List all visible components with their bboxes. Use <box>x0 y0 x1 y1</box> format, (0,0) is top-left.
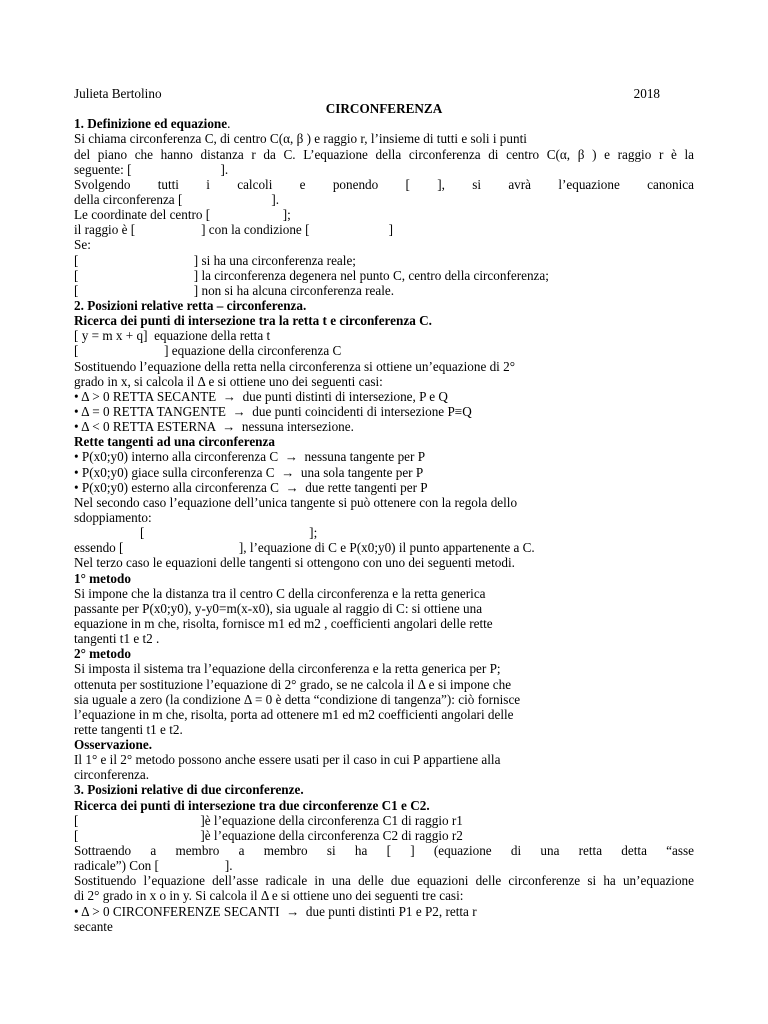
text-line: sdoppiamento: <box>74 509 152 525</box>
text-line: Sostituendo l’equazione dell’asse radicale in una delle due equazioni delle circonferenze si ha un’equazione <box>74 873 694 889</box>
text-line: [ ] si ha una circonferenza reale; <box>74 252 356 268</box>
text-line: • P(x0;y0) interno alla circonferenza C → nessuna tangente per P <box>74 449 426 465</box>
author-name: Julieta Bertolino <box>74 86 162 101</box>
section-heading: 1° metodo <box>74 570 131 586</box>
text-line: rette tangenti t1 e t2. <box>74 721 183 737</box>
text-line: [ ] equazione della circonferenza C <box>74 343 342 359</box>
text-line: [ ] non si ha alcuna circonferenza reale. <box>74 282 395 298</box>
document-page <box>74 86 694 934</box>
text-line: [ ] la circonferenza degenera nel punto C, centro della circonferenza; <box>74 267 549 283</box>
text-line: [ ]; <box>74 525 318 541</box>
text-line: • Δ < 0 RETTA ESTERNA → nessuna intersezione. <box>74 419 354 435</box>
document-title: CIRCONFERENZA <box>325 101 443 117</box>
section-heading: Rette tangenti ad una circonferenza <box>74 434 275 450</box>
text-line: • P(x0;y0) esterno alla circonferenza C → due rette tangenti per P <box>74 479 428 495</box>
text-line: Se: <box>74 237 91 253</box>
text-line: [ y = m x + q] equazione della retta t <box>74 328 271 344</box>
section-heading: 2. Posizioni relative retta – circonferenza. <box>74 297 307 313</box>
text-line: • P(x0;y0) giace sulla circonferenza C → una sola tangente per P <box>74 464 424 480</box>
text-line: grado in x, si calcola il Δ e si ottiene uno dei seguenti casi: <box>74 373 383 389</box>
text-line: di 2° grado in x o in y. Si calcola il Δ e si ottiene uno dei seguenti tre casi: <box>74 888 464 904</box>
text-line: ottenuta per sostituzione l’equazione di 2° grado, se ne calcola il Δ e si impone che <box>74 676 512 692</box>
text-line: [ ]è l’equazione della circonferenza C2 di raggio r2 <box>74 827 463 843</box>
text-line: radicale”) Con [ ]. <box>74 858 233 874</box>
text-line: • Δ > 0 RETTA SECANTE → due punti distinti di intersezione, P e Q <box>74 388 448 404</box>
text-line: • Δ = 0 RETTA TANGENTE → due punti coincidenti di intersezione P≡Q <box>74 403 472 419</box>
text-line: essendo [ ], l’equazione di C e P(x0;y0) il punto appartenente a C. <box>74 540 535 556</box>
text-line: della circonferenza [ ]. <box>74 192 280 207</box>
document-body <box>74 116 694 934</box>
text-line: Si imposta il sistema tra l’equazione della circonferenza e la retta generica per P; <box>74 661 501 677</box>
document-year: 2018 <box>633 86 660 101</box>
text-line: passante per P(x0;y0), y-y0=m(x-x0), sia uguale al raggio di C: si ottiene una <box>74 600 483 616</box>
text-line: Si impone che la distanza tra il centro C della circonferenza e la retta generica <box>74 585 486 601</box>
text-line: Il 1° e il 2° metodo possono anche essere usati per il caso in cui P appartiene alla <box>74 752 501 768</box>
text-line: seguente: [ ]. <box>74 161 229 177</box>
text-line: equazione in m che, risolta, fornisce m1 ed m2 , coefficienti angolari delle rette <box>74 615 493 631</box>
text-line: tangenti t1 e t2 . <box>74 631 160 647</box>
section-heading: Ricerca dei punti di intersezione tra la retta t e circonferenza C. <box>74 313 432 329</box>
text-line: Nel secondo caso l’equazione dell’unica tangente si può ottenere con la regola dello <box>74 494 518 510</box>
section-heading: 3. Posizioni relative di due circonferenze. <box>74 782 304 798</box>
document-header <box>74 86 694 101</box>
text-line: Sostituendo l’equazione della retta nella circonferenza si ottiene un’equazione di 2° <box>74 358 516 374</box>
text-line: l’equazione in m che, risolta, porta ad ottenere m1 ed m2 coefficienti angolari delle <box>74 706 514 722</box>
text-line: Svolgendo tutti i calcoli e ponendo [ ], si avrà l’equazione canonica <box>74 176 694 192</box>
text-line: Nel terzo caso le equazioni delle tangenti si ottengono con uno dei seguenti metodi. <box>74 555 515 571</box>
text-line: secante <box>74 918 113 934</box>
section-heading: Ricerca dei punti di intersezione tra due circonferenze C1 e C2. <box>74 797 430 813</box>
text-line: Si chiama circonferenza C, di centro C(α, β ) e raggio r, l’insieme di tutti e soli i punti <box>74 131 527 147</box>
text-line: • Δ > 0 CIRCONFERENZE SECANTI → due punti distinti P1 e P2, retta r <box>74 903 477 919</box>
text-line: il raggio è [ ] con la condizione [ ] <box>74 222 393 238</box>
text-line: Sottraendo a membro a membro si ha [ ] (equazione di una retta detta “asse <box>74 843 694 859</box>
section-heading: Osservazione. <box>74 737 153 753</box>
section-heading: 1. Definizione ed equazione. <box>74 116 231 132</box>
text-line: del piano che hanno distanza r da C. L’equazione della circonferenza di centro C(α, β ) e raggio r è la <box>74 146 694 162</box>
text-line: Le coordinate del centro [ ]; <box>74 207 291 223</box>
text-line: [ ]è l’equazione della circonferenza C1 di raggio r1 <box>74 812 463 828</box>
section-heading: 2° metodo <box>74 646 131 662</box>
text-line: circonferenza. <box>74 767 150 783</box>
text-line: sia uguale a zero (la condizione Δ = 0 è detta “condizione di tangenza”): ciò fornisce <box>74 691 521 707</box>
